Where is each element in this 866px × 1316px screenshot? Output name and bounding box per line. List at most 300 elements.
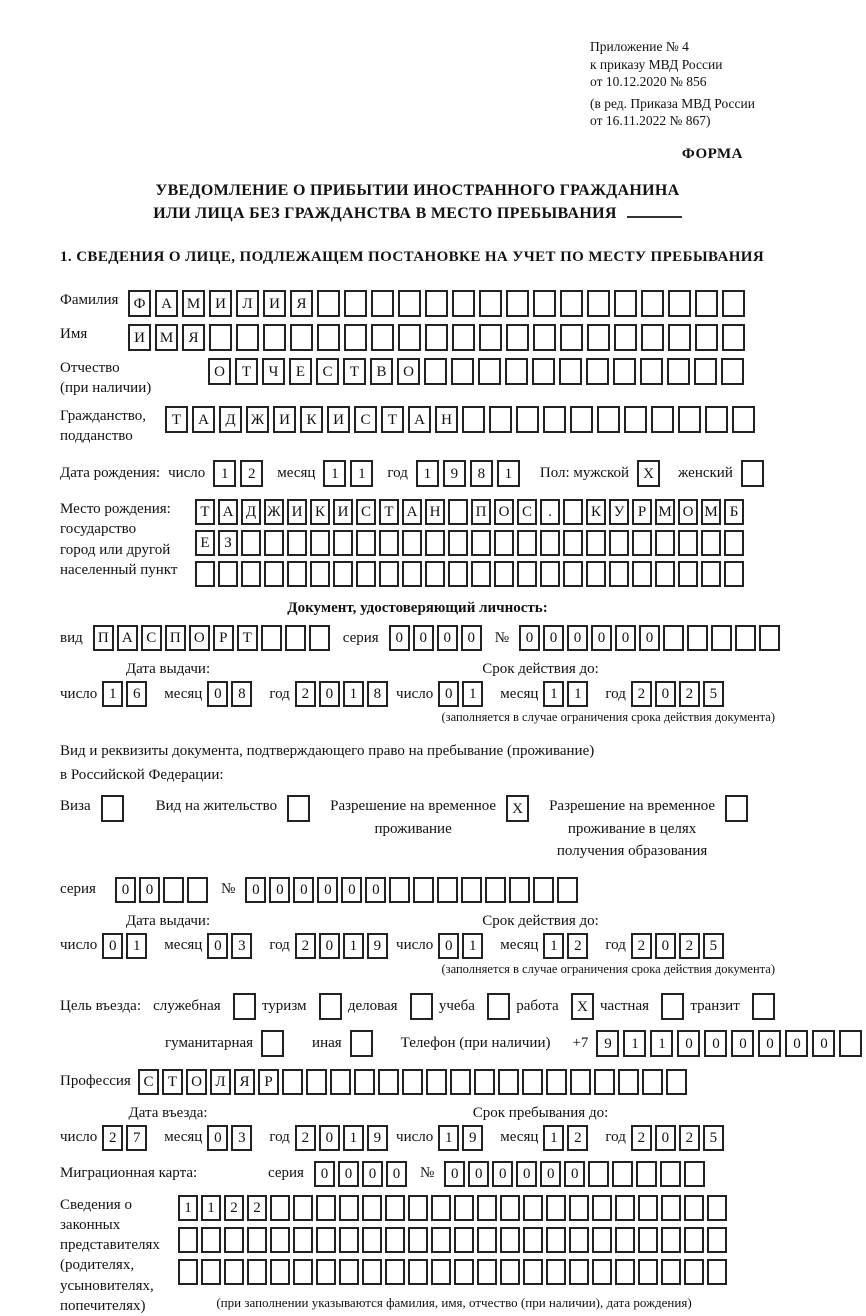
- char-box[interactable]: [570, 406, 593, 433]
- char-box[interactable]: [317, 290, 340, 317]
- mk-number-boxes[interactable]: [444, 1161, 708, 1187]
- char-box[interactable]: 1: [343, 681, 364, 707]
- char-box[interactable]: З: [218, 530, 238, 556]
- char-box[interactable]: [402, 1069, 423, 1095]
- char-box[interactable]: [474, 1069, 495, 1095]
- char-box[interactable]: [408, 1259, 428, 1285]
- char-box[interactable]: [618, 1069, 639, 1095]
- char-box[interactable]: 0: [704, 1030, 727, 1057]
- char-box[interactable]: [293, 1195, 313, 1221]
- char-box[interactable]: [261, 625, 282, 651]
- char-box[interactable]: [287, 561, 307, 587]
- char-box[interactable]: [408, 1195, 428, 1221]
- char-box[interactable]: [559, 358, 582, 385]
- char-box[interactable]: [687, 625, 708, 651]
- char-box[interactable]: Р: [632, 499, 652, 525]
- char-box[interactable]: 1: [323, 460, 346, 487]
- char-box[interactable]: [684, 1227, 704, 1253]
- entry-day-boxes[interactable]: [102, 1125, 150, 1151]
- char-box[interactable]: [533, 877, 554, 903]
- char-box[interactable]: [615, 1227, 635, 1253]
- char-box[interactable]: 5: [703, 933, 724, 959]
- char-box[interactable]: 0: [591, 625, 612, 651]
- char-box[interactable]: 0: [785, 1030, 808, 1057]
- char-box[interactable]: 0: [338, 1161, 359, 1187]
- char-box[interactable]: [316, 1259, 336, 1285]
- char-box[interactable]: 0: [519, 625, 540, 651]
- char-box[interactable]: [570, 1069, 591, 1095]
- char-box[interactable]: [413, 877, 434, 903]
- char-box[interactable]: 2: [295, 1125, 316, 1151]
- char-box[interactable]: [448, 530, 468, 556]
- char-box[interactable]: [356, 530, 376, 556]
- char-box[interactable]: О: [208, 358, 231, 385]
- char-box[interactable]: О: [189, 625, 210, 651]
- sex-female-checkbox[interactable]: [741, 460, 764, 487]
- char-box[interactable]: 1: [201, 1195, 221, 1221]
- char-box[interactable]: [385, 1195, 405, 1221]
- char-box[interactable]: 5: [703, 1125, 724, 1151]
- char-box[interactable]: [362, 1195, 382, 1221]
- char-box[interactable]: 0: [492, 1161, 513, 1187]
- char-box[interactable]: 0: [269, 877, 290, 903]
- birth-year-boxes[interactable]: [416, 460, 524, 487]
- char-box[interactable]: [722, 290, 745, 317]
- char-box[interactable]: [641, 290, 664, 317]
- char-box[interactable]: [532, 358, 555, 385]
- char-box[interactable]: [471, 530, 491, 556]
- char-box[interactable]: [398, 324, 421, 351]
- char-box[interactable]: [695, 324, 718, 351]
- char-box[interactable]: 0: [362, 1161, 383, 1187]
- birth-place-boxes-row2[interactable]: [195, 530, 747, 556]
- char-box[interactable]: [505, 358, 528, 385]
- doc-number-boxes[interactable]: [519, 625, 783, 651]
- entry-month-boxes[interactable]: [207, 1125, 255, 1151]
- char-box[interactable]: .: [540, 499, 560, 525]
- char-box[interactable]: Я: [182, 324, 205, 351]
- char-box[interactable]: [586, 561, 606, 587]
- char-box[interactable]: И: [263, 290, 286, 317]
- char-box[interactable]: [546, 1259, 566, 1285]
- char-box[interactable]: 0: [567, 625, 588, 651]
- char-box[interactable]: 0: [319, 681, 340, 707]
- char-box[interactable]: 8: [231, 681, 252, 707]
- char-box[interactable]: В: [370, 358, 393, 385]
- char-box[interactable]: 2: [247, 1195, 267, 1221]
- char-box[interactable]: Н: [435, 406, 458, 433]
- char-box[interactable]: [543, 406, 566, 433]
- char-box[interactable]: [500, 1195, 520, 1221]
- char-box[interactable]: 0: [139, 877, 160, 903]
- birth-month-boxes[interactable]: [323, 460, 377, 487]
- char-box[interactable]: [668, 290, 691, 317]
- char-box[interactable]: И: [209, 290, 232, 317]
- char-box[interactable]: [479, 324, 502, 351]
- char-box[interactable]: [178, 1227, 198, 1253]
- permit-valid-month-boxes[interactable]: [543, 933, 591, 959]
- entry-year-boxes[interactable]: [295, 1125, 391, 1151]
- char-box[interactable]: [597, 406, 620, 433]
- char-box[interactable]: [333, 530, 353, 556]
- char-box[interactable]: [339, 1227, 359, 1253]
- purpose-other-checkbox[interactable]: [350, 1030, 373, 1057]
- char-box[interactable]: О: [678, 499, 698, 525]
- char-box[interactable]: [636, 1161, 657, 1187]
- char-box[interactable]: 2: [295, 681, 316, 707]
- char-box[interactable]: С: [316, 358, 339, 385]
- char-box[interactable]: [705, 406, 728, 433]
- char-box[interactable]: О: [186, 1069, 207, 1095]
- char-box[interactable]: [615, 1195, 635, 1221]
- char-box[interactable]: [661, 1195, 681, 1221]
- char-box[interactable]: [724, 530, 744, 556]
- doc-series-boxes[interactable]: [389, 625, 485, 651]
- char-box[interactable]: 7: [126, 1125, 147, 1151]
- visa-checkbox[interactable]: [101, 795, 124, 822]
- char-box[interactable]: И: [273, 406, 296, 433]
- char-box[interactable]: [638, 1227, 658, 1253]
- char-box[interactable]: [354, 1069, 375, 1095]
- char-box[interactable]: А: [155, 290, 178, 317]
- char-box[interactable]: [540, 561, 560, 587]
- residence-permit-checkbox[interactable]: [287, 795, 310, 822]
- char-box[interactable]: 0: [115, 877, 136, 903]
- char-box[interactable]: 0: [731, 1030, 754, 1057]
- char-box[interactable]: 1: [213, 460, 236, 487]
- char-box[interactable]: М: [655, 499, 675, 525]
- char-box[interactable]: 0: [437, 625, 458, 651]
- char-box[interactable]: [661, 1227, 681, 1253]
- char-box[interactable]: 2: [679, 1125, 700, 1151]
- char-box[interactable]: 0: [317, 877, 338, 903]
- char-box[interactable]: 5: [703, 681, 724, 707]
- char-box[interactable]: [371, 290, 394, 317]
- char-box[interactable]: [290, 324, 313, 351]
- char-box[interactable]: [655, 561, 675, 587]
- char-box[interactable]: 1: [623, 1030, 646, 1057]
- temp-residence-checkbox[interactable]: X: [506, 795, 529, 822]
- char-box[interactable]: [344, 290, 367, 317]
- char-box[interactable]: П: [165, 625, 186, 651]
- char-box[interactable]: [592, 1259, 612, 1285]
- char-box[interactable]: [293, 1227, 313, 1253]
- char-box[interactable]: [722, 324, 745, 351]
- char-box[interactable]: [707, 1259, 727, 1285]
- char-box[interactable]: [563, 499, 583, 525]
- char-box[interactable]: 1: [343, 1125, 364, 1151]
- char-box[interactable]: Т: [235, 358, 258, 385]
- char-box[interactable]: П: [93, 625, 114, 651]
- char-box[interactable]: 1: [416, 460, 439, 487]
- char-box[interactable]: [425, 561, 445, 587]
- char-box[interactable]: А: [192, 406, 215, 433]
- char-box[interactable]: 3: [231, 933, 252, 959]
- char-box[interactable]: [362, 1227, 382, 1253]
- char-box[interactable]: 1: [567, 681, 588, 707]
- char-box[interactable]: Б: [724, 499, 744, 525]
- char-box[interactable]: [454, 1195, 474, 1221]
- char-box[interactable]: 0: [389, 625, 410, 651]
- char-box[interactable]: К: [586, 499, 606, 525]
- char-box[interactable]: 2: [631, 681, 652, 707]
- char-box[interactable]: 2: [631, 933, 652, 959]
- char-box[interactable]: [684, 1195, 704, 1221]
- char-box[interactable]: 2: [679, 933, 700, 959]
- char-box[interactable]: 0: [293, 877, 314, 903]
- char-box[interactable]: [661, 1259, 681, 1285]
- permit-issue-year-boxes[interactable]: [295, 933, 391, 959]
- char-box[interactable]: [668, 324, 691, 351]
- char-box[interactable]: [316, 1227, 336, 1253]
- char-box[interactable]: [477, 1259, 497, 1285]
- char-box[interactable]: [339, 1259, 359, 1285]
- char-box[interactable]: 0: [543, 625, 564, 651]
- char-box[interactable]: [264, 530, 284, 556]
- char-box[interactable]: [454, 1227, 474, 1253]
- purpose-work-checkbox[interactable]: X: [571, 993, 594, 1020]
- char-box[interactable]: [663, 625, 684, 651]
- char-box[interactable]: И: [287, 499, 307, 525]
- char-box[interactable]: [594, 1069, 615, 1095]
- passport-valid-year-boxes[interactable]: [631, 681, 727, 707]
- char-box[interactable]: [452, 324, 475, 351]
- char-box[interactable]: [506, 290, 529, 317]
- char-box[interactable]: Т: [195, 499, 215, 525]
- char-box[interactable]: [592, 1227, 612, 1253]
- legal-reps-boxes-row1[interactable]: [178, 1195, 730, 1221]
- char-box[interactable]: Я: [290, 290, 313, 317]
- char-box[interactable]: [641, 324, 664, 351]
- char-box[interactable]: [424, 358, 447, 385]
- char-box[interactable]: [701, 561, 721, 587]
- char-box[interactable]: К: [310, 499, 330, 525]
- char-box[interactable]: [398, 290, 421, 317]
- permit-valid-year-boxes[interactable]: [631, 933, 727, 959]
- char-box[interactable]: [485, 877, 506, 903]
- char-box[interactable]: [560, 324, 583, 351]
- char-box[interactable]: 1: [543, 1125, 564, 1151]
- char-box[interactable]: [287, 530, 307, 556]
- passport-issue-year-boxes[interactable]: [295, 681, 391, 707]
- char-box[interactable]: Е: [195, 530, 215, 556]
- char-box[interactable]: 9: [462, 1125, 483, 1151]
- char-box[interactable]: [666, 1069, 687, 1095]
- char-box[interactable]: Т: [343, 358, 366, 385]
- char-box[interactable]: [333, 561, 353, 587]
- char-box[interactable]: Ч: [262, 358, 285, 385]
- char-box[interactable]: [612, 1161, 633, 1187]
- char-box[interactable]: 1: [126, 933, 147, 959]
- legal-reps-boxes-row3[interactable]: [178, 1259, 730, 1285]
- char-box[interactable]: 2: [102, 1125, 123, 1151]
- char-box[interactable]: [660, 1161, 681, 1187]
- char-box[interactable]: [684, 1161, 705, 1187]
- char-box[interactable]: [285, 625, 306, 651]
- char-box[interactable]: [586, 530, 606, 556]
- char-box[interactable]: [509, 877, 530, 903]
- char-box[interactable]: [462, 406, 485, 433]
- char-box[interactable]: 0: [341, 877, 362, 903]
- char-box[interactable]: 2: [240, 460, 263, 487]
- char-box[interactable]: [316, 1195, 336, 1221]
- char-box[interactable]: С: [354, 406, 377, 433]
- char-box[interactable]: 9: [367, 1125, 388, 1151]
- permit-series-boxes[interactable]: [115, 877, 211, 903]
- char-box[interactable]: 1: [102, 681, 123, 707]
- char-box[interactable]: [651, 406, 674, 433]
- char-box[interactable]: 1: [178, 1195, 198, 1221]
- char-box[interactable]: 1: [543, 681, 564, 707]
- char-box[interactable]: [614, 290, 637, 317]
- char-box[interactable]: [569, 1195, 589, 1221]
- citizenship-boxes[interactable]: [165, 406, 759, 433]
- char-box[interactable]: [247, 1259, 267, 1285]
- char-box[interactable]: [431, 1195, 451, 1221]
- char-box[interactable]: [563, 561, 583, 587]
- permit-issue-day-boxes[interactable]: [102, 933, 150, 959]
- char-box[interactable]: [309, 625, 330, 651]
- char-box[interactable]: 1: [343, 933, 364, 959]
- char-box[interactable]: [270, 1227, 290, 1253]
- char-box[interactable]: 0: [314, 1161, 335, 1187]
- char-box[interactable]: [339, 1195, 359, 1221]
- char-box[interactable]: 0: [655, 681, 676, 707]
- birth-place-boxes-row3[interactable]: [195, 561, 747, 587]
- char-box[interactable]: [517, 530, 537, 556]
- char-box[interactable]: 0: [413, 625, 434, 651]
- char-box[interactable]: [270, 1259, 290, 1285]
- char-box[interactable]: [306, 1069, 327, 1095]
- char-box[interactable]: [477, 1195, 497, 1221]
- char-box[interactable]: [431, 1259, 451, 1285]
- char-box[interactable]: [614, 324, 637, 351]
- char-box[interactable]: 0: [812, 1030, 835, 1057]
- char-box[interactable]: [247, 1227, 267, 1253]
- char-box[interactable]: [694, 358, 717, 385]
- char-box[interactable]: [236, 324, 259, 351]
- char-box[interactable]: [270, 1195, 290, 1221]
- char-box[interactable]: 2: [631, 1125, 652, 1151]
- stay-day-boxes[interactable]: [438, 1125, 486, 1151]
- char-box[interactable]: [264, 561, 284, 587]
- char-box[interactable]: [461, 877, 482, 903]
- char-box[interactable]: 1: [650, 1030, 673, 1057]
- char-box[interactable]: [587, 290, 610, 317]
- char-box[interactable]: [201, 1227, 221, 1253]
- char-box[interactable]: [310, 530, 330, 556]
- char-box[interactable]: [586, 358, 609, 385]
- char-box[interactable]: Т: [381, 406, 404, 433]
- char-box[interactable]: 0: [461, 625, 482, 651]
- char-box[interactable]: 2: [567, 933, 588, 959]
- char-box[interactable]: 0: [615, 625, 636, 651]
- char-box[interactable]: [613, 358, 636, 385]
- char-box[interactable]: [224, 1259, 244, 1285]
- char-box[interactable]: [344, 324, 367, 351]
- char-box[interactable]: 2: [679, 681, 700, 707]
- char-box[interactable]: [632, 561, 652, 587]
- char-box[interactable]: 0: [365, 877, 386, 903]
- char-box[interactable]: 0: [245, 877, 266, 903]
- char-box[interactable]: С: [141, 625, 162, 651]
- char-box[interactable]: [632, 530, 652, 556]
- temp-residence-edu-checkbox[interactable]: [725, 795, 748, 822]
- char-box[interactable]: [498, 1069, 519, 1095]
- char-box[interactable]: [178, 1259, 198, 1285]
- char-box[interactable]: [425, 530, 445, 556]
- char-box[interactable]: У: [609, 499, 629, 525]
- char-box[interactable]: Ж: [246, 406, 269, 433]
- stay-year-boxes[interactable]: [631, 1125, 727, 1151]
- char-box[interactable]: [560, 290, 583, 317]
- char-box[interactable]: [721, 358, 744, 385]
- char-box[interactable]: [655, 530, 675, 556]
- char-box[interactable]: Л: [210, 1069, 231, 1095]
- char-box[interactable]: [678, 406, 701, 433]
- char-box[interactable]: 0: [319, 933, 340, 959]
- char-box[interactable]: 0: [564, 1161, 585, 1187]
- char-box[interactable]: С: [356, 499, 376, 525]
- char-box[interactable]: 0: [758, 1030, 781, 1057]
- passport-issue-day-boxes[interactable]: [102, 681, 150, 707]
- char-box[interactable]: [454, 1259, 474, 1285]
- char-box[interactable]: А: [117, 625, 138, 651]
- char-box[interactable]: 2: [295, 933, 316, 959]
- char-box[interactable]: 0: [639, 625, 660, 651]
- char-box[interactable]: [615, 1259, 635, 1285]
- char-box[interactable]: [330, 1069, 351, 1095]
- char-box[interactable]: [282, 1069, 303, 1095]
- char-box[interactable]: [523, 1195, 543, 1221]
- char-box[interactable]: 0: [540, 1161, 561, 1187]
- char-box[interactable]: С: [517, 499, 537, 525]
- purpose-study-checkbox[interactable]: [487, 993, 510, 1020]
- char-box[interactable]: 0: [386, 1161, 407, 1187]
- char-box[interactable]: Д: [219, 406, 242, 433]
- passport-valid-month-boxes[interactable]: [543, 681, 591, 707]
- char-box[interactable]: 6: [126, 681, 147, 707]
- char-box[interactable]: [569, 1227, 589, 1253]
- char-box[interactable]: 1: [543, 933, 564, 959]
- doc-kind-boxes[interactable]: [93, 625, 333, 651]
- char-box[interactable]: [732, 406, 755, 433]
- char-box[interactable]: Е: [289, 358, 312, 385]
- char-box[interactable]: [379, 530, 399, 556]
- char-box[interactable]: [678, 561, 698, 587]
- char-box[interactable]: Л: [236, 290, 259, 317]
- char-box[interactable]: 1: [497, 460, 520, 487]
- char-box[interactable]: [450, 1069, 471, 1095]
- char-box[interactable]: [516, 406, 539, 433]
- char-box[interactable]: Т: [162, 1069, 183, 1095]
- char-box[interactable]: [684, 1259, 704, 1285]
- passport-issue-month-boxes[interactable]: [207, 681, 255, 707]
- char-box[interactable]: [711, 625, 732, 651]
- char-box[interactable]: 0: [319, 1125, 340, 1151]
- stay-month-boxes[interactable]: [543, 1125, 591, 1151]
- char-box[interactable]: [638, 1259, 658, 1285]
- char-box[interactable]: [707, 1227, 727, 1253]
- char-box[interactable]: [839, 1030, 862, 1057]
- char-box[interactable]: 2: [567, 1125, 588, 1151]
- char-box[interactable]: [379, 561, 399, 587]
- permit-number-boxes[interactable]: [245, 877, 581, 903]
- char-box[interactable]: [701, 530, 721, 556]
- char-box[interactable]: Н: [425, 499, 445, 525]
- purpose-commercial-checkbox[interactable]: [410, 993, 433, 1020]
- char-box[interactable]: И: [327, 406, 350, 433]
